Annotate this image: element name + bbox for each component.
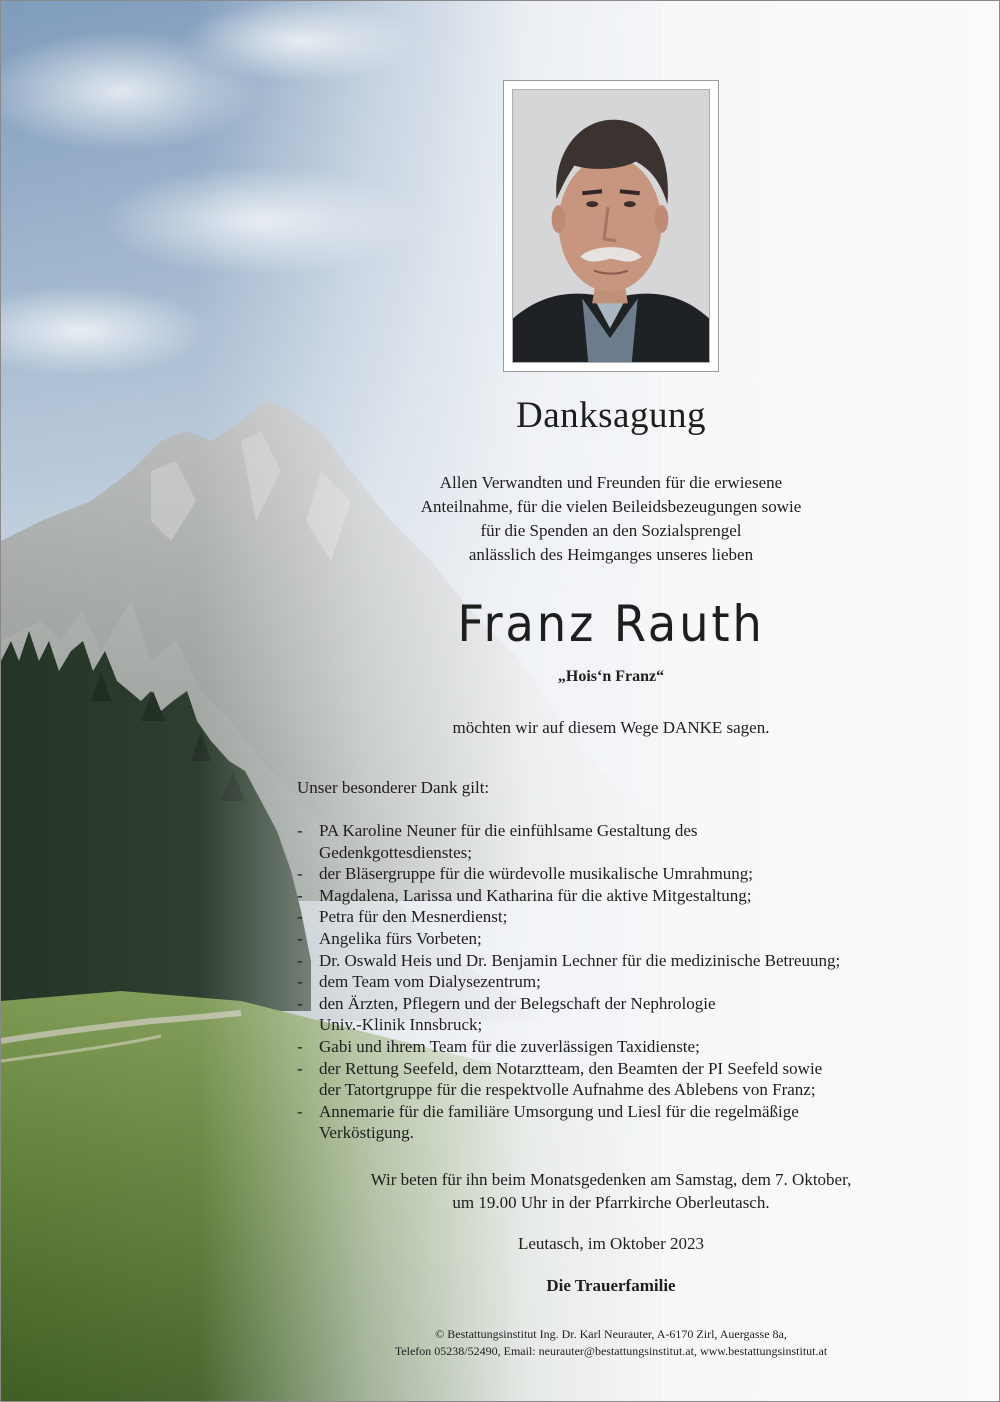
- bullet-dash: -: [297, 907, 303, 927]
- bullet-dash: -: [297, 864, 303, 884]
- intro-line: Anteilnahme, für die vielen Beileidsbezeugungen sowie: [420, 497, 802, 516]
- acknowledgement-list: [297, 820, 937, 1144]
- bullet-dash: -: [297, 885, 303, 905]
- bullet-dash: -: [297, 928, 303, 948]
- bullet-dash: -: [297, 1036, 303, 1056]
- list-item-line: Magdalena, Larissa und Katharina für die aktive Mitgestaltung;: [319, 885, 752, 905]
- bullet-dash: -: [297, 1101, 303, 1121]
- portrait-photo: [513, 90, 709, 362]
- prayer-line: Wir beten für ihn beim Monatsgedenken am Samstag, dem 7. Oktober,: [370, 1170, 852, 1189]
- list-item-line: der Rettung Seefeld, dem Notarztteam, den Beamten der PI Seefeld sowie: [319, 1058, 823, 1078]
- list-item: [297, 993, 937, 1036]
- list-item: [297, 863, 937, 885]
- list-item: [297, 950, 937, 972]
- bullet-dash: -: [297, 821, 303, 840]
- footer-line: © Bestattungsinstitut Ing. Dr. Karl Neurauter, A-6170 Zirl, Auergasse 8a,: [435, 1327, 787, 1341]
- footer-imprint: [301, 1326, 921, 1360]
- list-item-line: dem Team vom Dialysezentrum;: [319, 972, 541, 992]
- list-item-line: Dr. Oswald Heis und Dr. Benjamin Lechner für die medizinische Betreuung;: [319, 950, 841, 970]
- list-item-line: der Tatortgruppe für die respektvolle Aufnahme des Ablebens von Franz;: [319, 1080, 816, 1100]
- list-item: [297, 1101, 937, 1144]
- list-item: [297, 1036, 937, 1058]
- list-item-line: den Ärzten, Pflegern und der Belegschaft der Nephrologie: [319, 993, 716, 1013]
- list-item-line: Petra für den Mesnerdienst;: [319, 907, 508, 927]
- intro-line: für die Spenden an den Sozialsprengel: [480, 521, 742, 540]
- portrait-frame: [503, 80, 719, 372]
- signature: Die Trauerfamilie: [546, 1276, 676, 1295]
- intro-line: anlässlich des Heimganges unseres lieben: [468, 545, 754, 564]
- list-item: [297, 1058, 937, 1101]
- list-item-line: Angelika fürs Vorbeten;: [319, 928, 482, 948]
- prayer-line: um 19.00 Uhr in der Pfarrkirche Oberleutasch.: [452, 1193, 770, 1212]
- list-item-line: PA Karoline Neuner für die einfühlsame Gestaltung des: [319, 821, 698, 840]
- list-item: [297, 820, 937, 863]
- list-item-line: Annemarie für die familiäre Umsorgung und Liesl für die regelmäßige: [319, 1101, 799, 1121]
- list-item-line: Verköstigung.: [319, 1123, 414, 1143]
- list-item: [297, 906, 937, 928]
- bullet-dash: -: [297, 950, 303, 970]
- list-item: [297, 885, 937, 907]
- footer-line: Telefon 05238/52490, Email: neurauter@bestattungsinstitut.at, www.bestattungsinstitut.at: [394, 1344, 828, 1358]
- list-item: [297, 928, 937, 950]
- deceased-nickname: „Hois‘n Franz“: [557, 668, 665, 685]
- special-thanks-heading: Unser besonderer Dank gilt:: [297, 778, 490, 797]
- memorial-service-text: [301, 1168, 921, 1214]
- thanks-line: möchten wir auf diesem Wege DANKE sagen.: [452, 718, 770, 737]
- intro-line: Allen Verwandten und Freunden für die erwiesene: [439, 473, 783, 492]
- bullet-dash: -: [297, 993, 303, 1013]
- bullet-dash: -: [297, 972, 303, 992]
- intro-text: [301, 471, 921, 567]
- list-item-line: Univ.-Klinik Innsbruck;: [319, 1015, 483, 1035]
- bullet-dash: -: [297, 1058, 303, 1078]
- notice-heading: Danksagung: [516, 395, 706, 436]
- deceased-name: Franz Rauth: [457, 595, 765, 653]
- list-item-line: Gabi und ihrem Team für die zuverlässigen Taxidienste;: [319, 1036, 700, 1056]
- place-date: Leutasch, im Oktober 2023: [517, 1234, 704, 1253]
- list-item-line: Gedenkgottesdienstes;: [319, 842, 472, 862]
- list-item: [297, 971, 937, 993]
- list-item-line: der Bläsergruppe für die würdevolle musikalische Umrahmung;: [319, 864, 754, 884]
